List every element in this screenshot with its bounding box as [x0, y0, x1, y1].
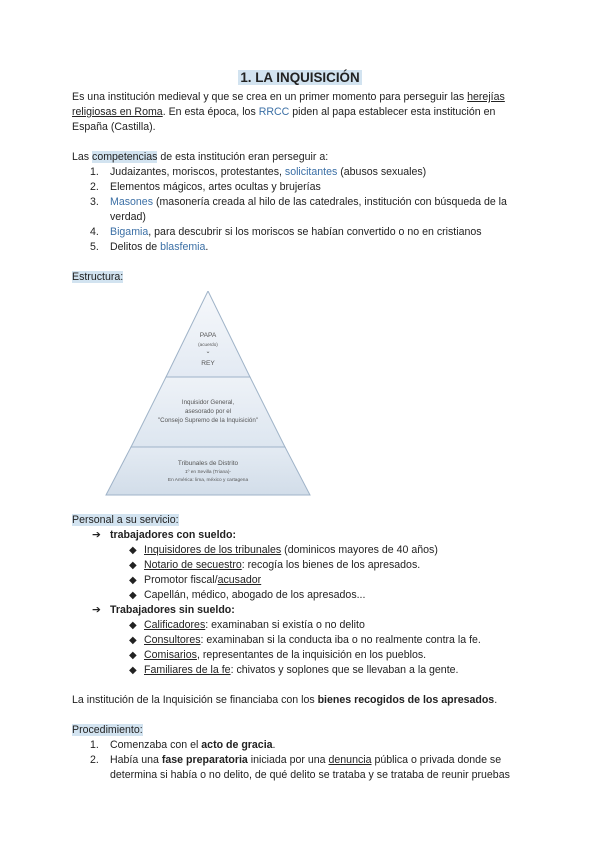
document-page	[72, 68, 528, 783]
list-item: ◆ Consultores: examinaban si la conducta iba o no realmente contra la fe.	[129, 634, 481, 646]
pyramid-inquisidor: Inquisidor General,	[181, 399, 235, 406]
pyramid-tribunales: Tribunales de Distrito	[177, 460, 239, 467]
list-item: ◆ Promotor fiscal/acusador	[129, 574, 262, 586]
list-item: ◆ Comisarios, representantes de la inquisición en los pueblos.	[129, 649, 427, 661]
list-item: 2. Había una fase preparatoria iniciada por una denuncia pública o privada donde se determina si había o no delito, de qué delito se trataba y se trataba de reunir pruebas	[90, 754, 510, 781]
pyramid-consejo: "Consejo Supremo de la Inquisición"	[157, 417, 259, 424]
pyramid-diagram	[72, 291, 528, 503]
pyramid-sevilla: 1º en Sevilla (Triana)-	[184, 470, 232, 475]
pyramid-rey: REY	[201, 360, 215, 367]
group-sin-sueldo: ➔ Trabajadores sin sueldo:	[92, 604, 235, 616]
list-item: 1. Comenzaba con el acto de gracia.	[90, 739, 276, 751]
heresies-link: herejías religiosas en Roma	[72, 91, 505, 118]
list-item: ◆ Calificadores: examinaban si existía o no delito	[129, 619, 365, 631]
pyramid-papa: PAPA	[199, 332, 217, 339]
diamond-bullet-icon: ◆	[129, 635, 137, 646]
financiacion-paragraph: La institución de la Inquisición se financiaba con los bienes recogidos de los apresados.	[72, 694, 498, 706]
list-item: 5. Delitos de blasfemia.	[90, 241, 209, 253]
competencias-lead: Las competencias de esta institución eran perseguir a:	[72, 151, 329, 163]
page-title: 1. LA INQUISICIÓN	[240, 70, 360, 85]
intro-paragraph: Es una institución medieval y que se crea en un primer momento para perseguir las herejías religiosas en Roma. En esta época, los RRCC piden al papa establecer esta institución en España (Castilla).	[72, 91, 505, 133]
list-item: ◆ Capellán, médico, abogado de los apresados...	[129, 589, 366, 601]
personal-heading: Personal a su servicio:	[72, 514, 179, 526]
estructura-heading: Estructura:	[72, 271, 124, 283]
competencias-list	[72, 165, 528, 255]
list-item: ◆ Familiares de la fe: chivatos y soplones que se llevaban a la gente.	[129, 664, 459, 676]
diamond-bullet-icon: ◆	[129, 650, 137, 661]
list-item: 2. Elementos mágicos, artes ocultas y brujerías	[90, 181, 321, 193]
procedimiento-heading: Procedimiento:	[72, 724, 143, 736]
group-con-sueldo: ➔ trabajadores con sueldo:	[92, 529, 236, 541]
diamond-bullet-icon: ◆	[129, 560, 137, 571]
pyramid-acuerdo: (acuerdo)	[198, 342, 218, 347]
list-item: ◆ Inquisidores de los tribunales (dominicos mayores de 40 años)	[129, 544, 438, 556]
pyramid-asesorado: asesorado por el	[184, 408, 232, 415]
pyramid-america: En América: lima, méxico y cartagena	[167, 478, 249, 483]
arrow-right-icon: ➔	[92, 604, 101, 616]
list-item: 1. Judaizantes, moriscos, protestantes, solicitantes (abusos sexuales)	[90, 166, 427, 178]
list-item: 3. Masones (masonería creada al hilo de las catedrales, institución con búsqueda de la verdad)	[90, 196, 507, 223]
arrow-right-icon: ➔	[92, 529, 101, 541]
diamond-bullet-icon: ◆	[129, 665, 137, 676]
procedimiento-list	[72, 738, 528, 783]
diamond-bullet-icon: ◆	[129, 545, 137, 556]
diamond-bullet-icon: ◆	[129, 575, 137, 586]
rrcc-term: RRCC	[258, 106, 290, 118]
diamond-bullet-icon: ◆	[129, 590, 137, 601]
diamond-bullet-icon: ◆	[129, 620, 137, 631]
list-item: ◆ Notario de secuestro: recogía los bienes de los apresados.	[129, 559, 421, 571]
chevron-down-icon: ⌄	[205, 349, 211, 355]
list-item: 4. Bigamia, para descubrir si los moriscos se habían convertido o no en cristianos	[90, 226, 482, 238]
